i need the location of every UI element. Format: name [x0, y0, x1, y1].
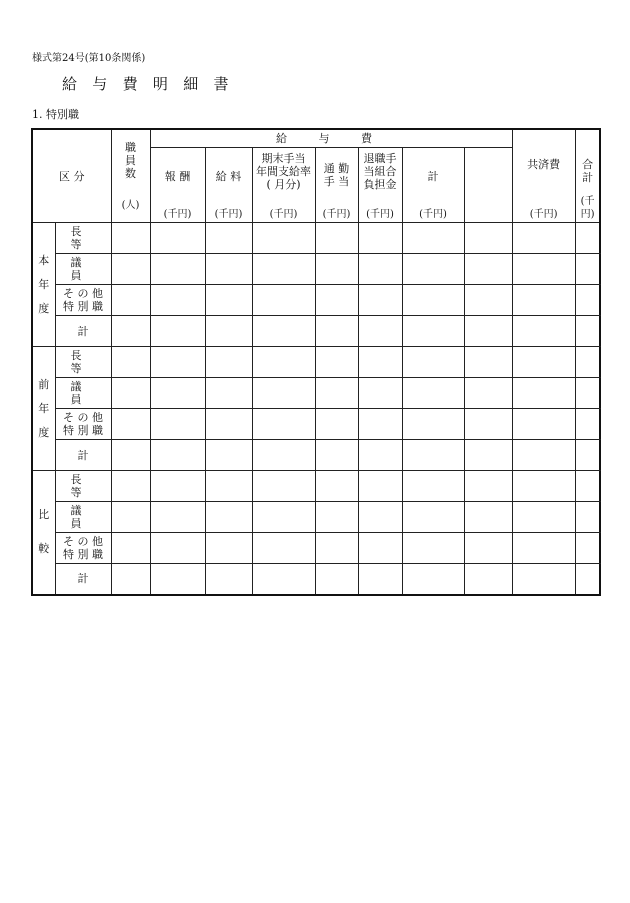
- group-label: [32, 347, 55, 471]
- cell[interactable]: [315, 285, 358, 316]
- cell[interactable]: [315, 378, 358, 409]
- row-label-kei: [55, 440, 111, 471]
- cell[interactable]: [150, 316, 205, 347]
- cell[interactable]: [358, 285, 402, 316]
- header-kei: [402, 147, 464, 222]
- cell[interactable]: [464, 471, 512, 502]
- header-staff-count: [111, 129, 150, 223]
- cell[interactable]: [575, 564, 600, 595]
- row-label-text: 議 員: [70, 256, 96, 282]
- cell[interactable]: [205, 471, 252, 502]
- cell[interactable]: [205, 254, 252, 285]
- cell[interactable]: [512, 502, 575, 533]
- cell[interactable]: [205, 223, 252, 254]
- cell[interactable]: [111, 440, 150, 471]
- group-char: 年: [38, 277, 50, 291]
- cell[interactable]: [402, 564, 464, 595]
- header-taishoku: [358, 147, 402, 222]
- cell[interactable]: [111, 564, 150, 595]
- group-label: [32, 223, 55, 347]
- cell[interactable]: [575, 409, 600, 440]
- cell[interactable]: [575, 223, 600, 254]
- cell[interactable]: [358, 223, 402, 254]
- cell[interactable]: [464, 316, 512, 347]
- row-label-giin: [55, 502, 111, 533]
- cell[interactable]: [402, 533, 464, 564]
- cell[interactable]: [358, 533, 402, 564]
- tsukin-line: 手 当: [323, 174, 350, 188]
- document-title: [62, 73, 244, 94]
- taishoku-line: 退職手: [363, 151, 397, 165]
- cell[interactable]: [402, 502, 464, 533]
- cell[interactable]: [150, 254, 205, 285]
- row-label-sonota: [55, 409, 111, 440]
- cell[interactable]: [252, 471, 315, 502]
- cell[interactable]: [575, 502, 600, 533]
- cell[interactable]: [252, 564, 315, 595]
- cell[interactable]: [315, 471, 358, 502]
- row-label-chou: [55, 223, 111, 254]
- row-label-text: 計: [77, 448, 89, 462]
- cell[interactable]: [205, 564, 252, 595]
- staff-char: 職: [125, 141, 136, 154]
- cell[interactable]: [464, 285, 512, 316]
- cell[interactable]: [111, 409, 150, 440]
- title-char: 明: [152, 75, 168, 93]
- cell[interactable]: [252, 533, 315, 564]
- staff-unit: (人): [121, 200, 140, 211]
- cell[interactable]: [150, 533, 205, 564]
- cell[interactable]: [575, 533, 600, 564]
- unit-label: (千円): [366, 208, 394, 220]
- kei-label: 計: [427, 169, 439, 183]
- row-label-text: 特 別 職: [63, 424, 103, 437]
- cell[interactable]: [575, 378, 600, 409]
- cell[interactable]: [358, 471, 402, 502]
- row-label-text: 特 別 職: [63, 548, 103, 561]
- group-char: 度: [38, 301, 50, 315]
- unit-label: (千円): [580, 196, 595, 220]
- cell[interactable]: [252, 502, 315, 533]
- cell[interactable]: [111, 347, 150, 378]
- salary-group-label: 給 与 費: [276, 131, 387, 145]
- cell[interactable]: [464, 378, 512, 409]
- title-char: 費: [122, 75, 138, 93]
- cell[interactable]: [512, 223, 575, 254]
- cell[interactable]: [464, 440, 512, 471]
- cell[interactable]: [150, 378, 205, 409]
- cell[interactable]: [315, 316, 358, 347]
- header-kimatsu: [252, 147, 315, 222]
- row-label-text: そ の 他: [63, 411, 103, 424]
- row-label-giin: [55, 254, 111, 285]
- cell[interactable]: [150, 409, 205, 440]
- cell[interactable]: [252, 316, 315, 347]
- cell[interactable]: [150, 564, 205, 595]
- cell[interactable]: [205, 347, 252, 378]
- cell[interactable]: [111, 316, 150, 347]
- gokei-label: 合 計: [582, 158, 594, 184]
- cell[interactable]: [315, 223, 358, 254]
- cell[interactable]: [575, 440, 600, 471]
- header-kyuryo: [205, 147, 252, 222]
- unit-label: (千円): [269, 208, 298, 220]
- row-label-chou: [55, 471, 111, 502]
- cell[interactable]: [150, 223, 205, 254]
- cell[interactable]: [111, 254, 150, 285]
- cell[interactable]: [464, 533, 512, 564]
- cell[interactable]: [512, 564, 575, 595]
- cell[interactable]: [358, 347, 402, 378]
- kimatsu-line: ( 月分): [266, 177, 301, 191]
- cell[interactable]: [402, 316, 464, 347]
- cell[interactable]: [111, 471, 150, 502]
- unit-label: (千円): [163, 208, 192, 220]
- tsukin-line: 通 勤: [323, 161, 350, 175]
- row-label-chou: [55, 347, 111, 378]
- row-label-text: 議 員: [70, 380, 96, 406]
- cell[interactable]: [358, 316, 402, 347]
- title-char: 与: [92, 75, 108, 93]
- group-char: 本: [38, 253, 50, 267]
- cell[interactable]: [358, 409, 402, 440]
- cell[interactable]: [315, 533, 358, 564]
- row-label-sonota: [55, 533, 111, 564]
- header-houshu: [150, 147, 205, 222]
- group-char: 前: [38, 377, 50, 391]
- row-label-text: 計: [77, 324, 89, 338]
- header-salary-group: [150, 129, 512, 147]
- cell[interactable]: [464, 347, 512, 378]
- cell[interactable]: [402, 440, 464, 471]
- cell[interactable]: [575, 347, 600, 378]
- cell[interactable]: [150, 285, 205, 316]
- row-label-kei: [55, 316, 111, 347]
- group-char: 比: [38, 508, 50, 522]
- group-label: [32, 471, 55, 595]
- cell[interactable]: [402, 285, 464, 316]
- cell[interactable]: [575, 316, 600, 347]
- staff-char: 員: [125, 154, 136, 167]
- cell[interactable]: [205, 440, 252, 471]
- cell[interactable]: [358, 254, 402, 285]
- cell[interactable]: [315, 347, 358, 378]
- cell[interactable]: [464, 223, 512, 254]
- cell[interactable]: [150, 347, 205, 378]
- cell[interactable]: [315, 564, 358, 595]
- row-label-kei: [55, 564, 111, 595]
- cell[interactable]: [111, 285, 150, 316]
- section-label: 1. 特別職: [32, 108, 79, 121]
- row-label-text: 議 員: [70, 504, 96, 530]
- cell[interactable]: [512, 316, 575, 347]
- cell[interactable]: [402, 471, 464, 502]
- cell[interactable]: [512, 254, 575, 285]
- row-label-text: 計: [77, 572, 89, 586]
- unit-label: (千円): [214, 208, 243, 220]
- kimatsu-line: 期末手当: [261, 151, 306, 165]
- cell[interactable]: [205, 409, 252, 440]
- cell[interactable]: [464, 564, 512, 595]
- cell[interactable]: [111, 378, 150, 409]
- cell[interactable]: [315, 254, 358, 285]
- cell[interactable]: [315, 409, 358, 440]
- cell[interactable]: [358, 440, 402, 471]
- cell[interactable]: [205, 502, 252, 533]
- group-char: 較: [38, 542, 50, 556]
- header-gokei: [575, 129, 600, 223]
- cell[interactable]: [575, 285, 600, 316]
- cell[interactable]: [358, 564, 402, 595]
- salary-detail-table: [31, 128, 601, 596]
- header-tsukin: [315, 147, 358, 222]
- cell[interactable]: [402, 409, 464, 440]
- kimatsu-line: 年間支給率: [256, 164, 311, 178]
- taishoku-line: 負担金: [363, 177, 397, 191]
- cell[interactable]: [512, 347, 575, 378]
- cell[interactable]: [575, 254, 600, 285]
- cell[interactable]: [575, 471, 600, 502]
- cell[interactable]: [111, 223, 150, 254]
- unit-label: (千円): [419, 208, 447, 220]
- cell[interactable]: [111, 502, 150, 533]
- cell[interactable]: [150, 502, 205, 533]
- form-number: 様式第24号(第10条関係): [32, 53, 146, 64]
- cell[interactable]: [252, 223, 315, 254]
- cell[interactable]: [252, 440, 315, 471]
- row-label-text: 長 等: [70, 349, 96, 375]
- cell[interactable]: [252, 254, 315, 285]
- cell[interactable]: [252, 378, 315, 409]
- cell[interactable]: [402, 378, 464, 409]
- cell[interactable]: [205, 316, 252, 347]
- row-label-text: 長 等: [70, 225, 96, 251]
- cell[interactable]: [252, 285, 315, 316]
- title-char: 書: [213, 75, 229, 93]
- row-label-text: そ の 他: [63, 287, 103, 300]
- cell[interactable]: [512, 440, 575, 471]
- row-label-text: そ の 他: [63, 535, 103, 548]
- group-char: 度: [38, 425, 50, 439]
- title-char: 給: [62, 75, 78, 93]
- cell[interactable]: [315, 502, 358, 533]
- row-label-sonota: [55, 285, 111, 316]
- row-label-text: 長 等: [70, 473, 96, 499]
- cell[interactable]: [111, 533, 150, 564]
- houshu-label: 報 酬: [164, 169, 191, 183]
- cell[interactable]: [150, 471, 205, 502]
- cell[interactable]: [150, 440, 205, 471]
- cell[interactable]: [402, 254, 464, 285]
- header-kubun-label: 区 分: [59, 169, 85, 183]
- cell[interactable]: [252, 409, 315, 440]
- cell[interactable]: [358, 378, 402, 409]
- cell[interactable]: [402, 347, 464, 378]
- cell[interactable]: [252, 347, 315, 378]
- cell[interactable]: [464, 254, 512, 285]
- cell[interactable]: [464, 502, 512, 533]
- cell[interactable]: [464, 409, 512, 440]
- header-kubun: [32, 129, 111, 223]
- row-label-text: 特 別 職: [63, 300, 103, 313]
- header-kyosai: [512, 129, 575, 223]
- cell[interactable]: [512, 471, 575, 502]
- title-char: 細: [183, 75, 199, 93]
- cell[interactable]: [205, 378, 252, 409]
- taishoku-line: 当組合: [363, 164, 397, 178]
- cell[interactable]: [205, 285, 252, 316]
- kyuryo-label: 給 料: [215, 169, 242, 183]
- unit-label: (千円): [322, 208, 351, 220]
- staff-char: 数: [125, 167, 136, 180]
- cell[interactable]: [512, 409, 575, 440]
- kyosai-label: 共済費: [527, 158, 561, 171]
- cell[interactable]: [315, 440, 358, 471]
- cell[interactable]: [512, 533, 575, 564]
- group-char: 年: [38, 401, 50, 415]
- unit-label: (千円): [529, 209, 558, 220]
- cell[interactable]: [358, 502, 402, 533]
- cell[interactable]: [512, 285, 575, 316]
- cell[interactable]: [205, 533, 252, 564]
- cell[interactable]: [402, 223, 464, 254]
- row-label-giin: [55, 378, 111, 409]
- cell[interactable]: [512, 378, 575, 409]
